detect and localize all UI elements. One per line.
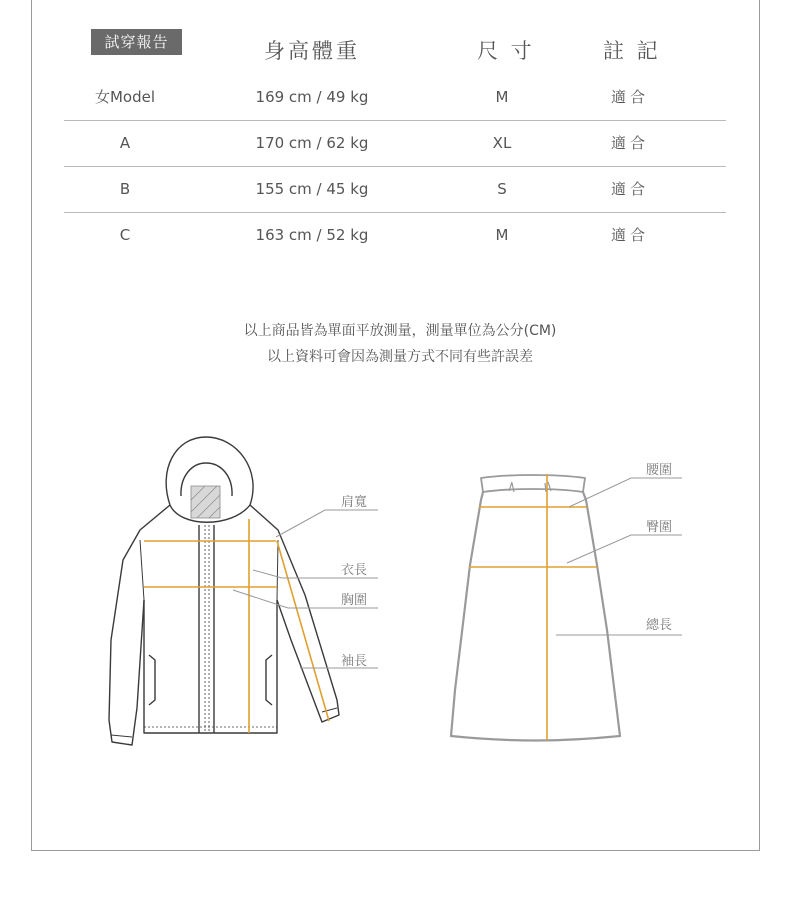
shoulder-leader: [276, 510, 378, 537]
skirt-leader-lines: [556, 478, 682, 635]
cell-height-weight: 170 cm / 62 kg: [255, 134, 369, 152]
skirt-measure-lines: [469, 474, 597, 740]
cell-size: M: [495, 226, 509, 244]
header-size: 尺 寸: [477, 39, 535, 63]
header-height-weight: 身高體重: [264, 39, 360, 63]
cell-note: 適合: [610, 88, 649, 106]
skirt-illustration: [451, 475, 620, 741]
cell-height-weight: 155 cm / 45 kg: [255, 180, 369, 198]
label-sleeve-length: 袖長: [341, 654, 368, 669]
cell-height-weight: 169 cm / 49 kg: [255, 88, 369, 106]
jacket-illustration: [109, 437, 339, 745]
cell-size: XL: [492, 134, 512, 152]
hip-leader: [567, 535, 682, 563]
sleeve-measure-line: [277, 541, 329, 721]
cell-note: 適合: [610, 226, 649, 244]
cell-note: 適合: [610, 180, 649, 198]
cell-note: 適合: [610, 134, 649, 152]
label-hip: 臀圍: [646, 520, 673, 535]
cell-model: A: [119, 134, 131, 152]
cell-size: S: [497, 180, 507, 198]
cell-size: M: [495, 88, 509, 106]
cell-model: C: [119, 226, 131, 244]
cell-height-weight: 163 cm / 52 kg: [255, 226, 369, 244]
label-jacket-length: 衣長: [341, 563, 368, 578]
fitting-report-badge: 試穿報告: [91, 29, 182, 55]
measurement-disclaimer: 以上資料可會因為測量方式不同有些許誤差: [267, 349, 533, 365]
label-total-length: 總長: [646, 618, 673, 633]
jacket-measure-lines: [144, 519, 329, 733]
cell-model: B: [119, 180, 131, 198]
cell-model: 女Model: [94, 88, 156, 106]
label-chest: 胸圍: [341, 593, 368, 608]
label-shoulder-width: 肩寬: [341, 495, 368, 510]
measurement-note: 以上商品皆為單面平放測量，測量單位為公分(CM): [243, 323, 557, 339]
label-waist: 腰圍: [646, 463, 673, 478]
header-note: 註 記: [603, 39, 661, 63]
